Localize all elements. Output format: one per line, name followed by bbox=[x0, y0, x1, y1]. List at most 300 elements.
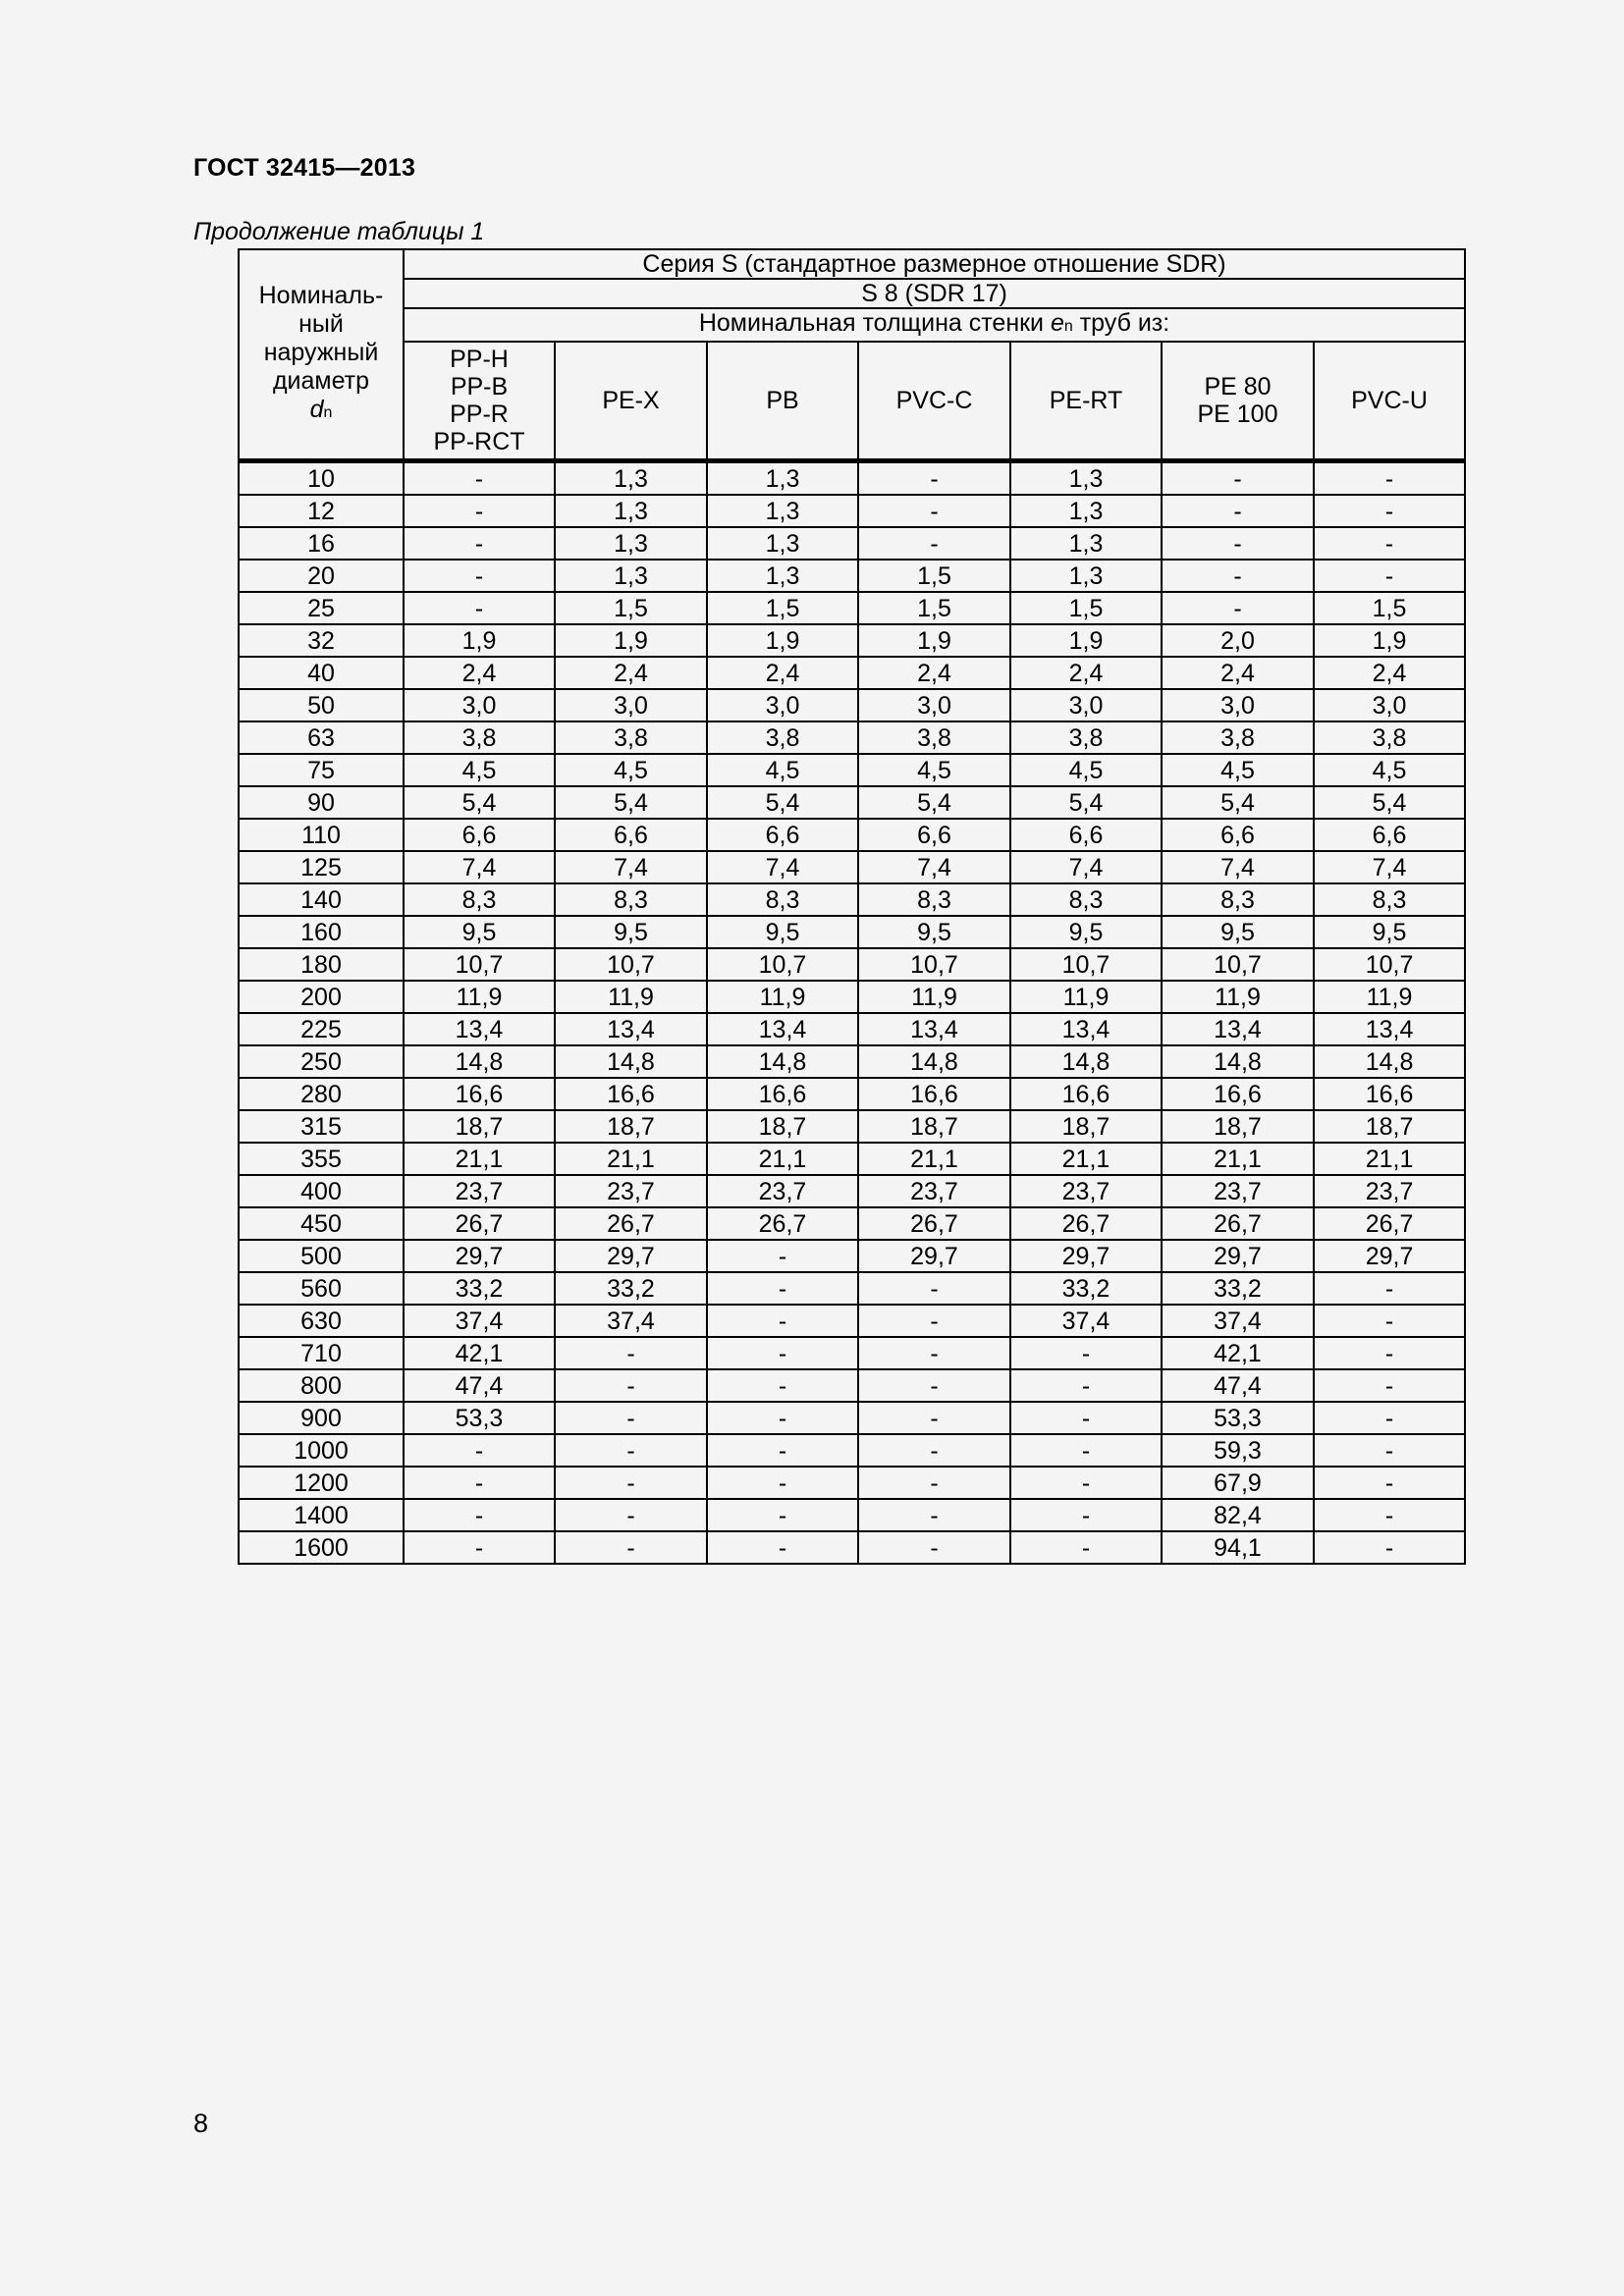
diameter-cell: 560 bbox=[239, 1272, 404, 1305]
table-row bbox=[239, 1240, 1465, 1272]
table-row bbox=[239, 1402, 1465, 1434]
material-header bbox=[707, 342, 858, 461]
thickness-cell: 33,2 bbox=[404, 1272, 555, 1305]
material-header bbox=[404, 342, 555, 461]
stub-header-line: диаметр bbox=[272, 367, 370, 395]
thickness-cell: 1,9 bbox=[707, 624, 858, 657]
thickness-cell: 26,7 bbox=[1314, 1207, 1465, 1240]
thickness-cell: 7,4 bbox=[1010, 851, 1162, 883]
diameter-cell: 125 bbox=[239, 851, 404, 883]
thickness-cell: 16,6 bbox=[1010, 1078, 1162, 1110]
thickness-cell: - bbox=[1010, 1337, 1162, 1369]
thickness-cell: 1,3 bbox=[707, 495, 858, 527]
thickness-cell: 5,4 bbox=[1314, 786, 1465, 819]
thickness-cell: 47,4 bbox=[404, 1369, 555, 1402]
thickness-cell: 10,7 bbox=[858, 948, 1010, 981]
thickness-cell: 82,4 bbox=[1162, 1499, 1314, 1531]
thickness-cell: - bbox=[858, 1369, 1010, 1402]
material-name: PP-RCT bbox=[433, 428, 525, 455]
thickness-cell: - bbox=[1314, 461, 1465, 496]
thickness-cell: 5,4 bbox=[555, 786, 707, 819]
material-name: PP-H bbox=[450, 346, 509, 373]
material-name: PE-X bbox=[602, 387, 660, 414]
thickness-cell: 9,5 bbox=[555, 916, 707, 948]
thickness-cell: 8,3 bbox=[1314, 883, 1465, 916]
diameter-cell: 50 bbox=[239, 689, 404, 721]
diameter-cell: 32 bbox=[239, 624, 404, 657]
diameter-cell: 16 bbox=[239, 527, 404, 560]
thickness-cell: 16,6 bbox=[707, 1078, 858, 1110]
diameter-cell: 12 bbox=[239, 495, 404, 527]
thickness-cell: 6,6 bbox=[707, 819, 858, 851]
thickness-cell: 29,7 bbox=[404, 1240, 555, 1272]
thickness-cell: 9,5 bbox=[1314, 916, 1465, 948]
thickness-cell: 18,7 bbox=[858, 1110, 1010, 1143]
thickness-cell: 23,7 bbox=[1162, 1175, 1314, 1207]
diameter-cell: 63 bbox=[239, 721, 404, 754]
diameter-cell: 1200 bbox=[239, 1467, 404, 1499]
thickness-cell: 18,7 bbox=[404, 1110, 555, 1143]
thickness-cell: 37,4 bbox=[1162, 1305, 1314, 1337]
material-header bbox=[1010, 342, 1162, 461]
diameter-cell: 90 bbox=[239, 786, 404, 819]
thickness-cell: 5,4 bbox=[404, 786, 555, 819]
thickness-cell: 1,3 bbox=[555, 461, 707, 496]
thickness-cell: 16,6 bbox=[1162, 1078, 1314, 1110]
diameter-cell: 900 bbox=[239, 1402, 404, 1434]
thickness-cell: 14,8 bbox=[555, 1045, 707, 1078]
thickness-cell: 2,4 bbox=[1162, 657, 1314, 689]
diameter-cell: 355 bbox=[239, 1143, 404, 1175]
thickness-cell: 1,3 bbox=[1010, 560, 1162, 592]
diameter-cell: 200 bbox=[239, 981, 404, 1013]
thickness-cell: 21,1 bbox=[1162, 1143, 1314, 1175]
thickness-cell: 2,4 bbox=[707, 657, 858, 689]
thickness-cell: 6,6 bbox=[404, 819, 555, 851]
diameter-cell: 225 bbox=[239, 1013, 404, 1045]
thickness-cell: 29,7 bbox=[1010, 1240, 1162, 1272]
thickness-cell: 1,3 bbox=[555, 560, 707, 592]
thickness-cell: 6,6 bbox=[1162, 819, 1314, 851]
thickness-cell: 10,7 bbox=[555, 948, 707, 981]
thickness-cell: 21,1 bbox=[404, 1143, 555, 1175]
thickness-cell: 29,7 bbox=[555, 1240, 707, 1272]
thickness-cell: 13,4 bbox=[858, 1013, 1010, 1045]
thickness-cell: 16,6 bbox=[1314, 1078, 1465, 1110]
thickness-cell: 21,1 bbox=[1314, 1143, 1465, 1175]
thickness-cell: 33,2 bbox=[555, 1272, 707, 1305]
thickness-cell: - bbox=[707, 1369, 858, 1402]
thickness-cell: 9,5 bbox=[858, 916, 1010, 948]
table-row bbox=[239, 1467, 1465, 1499]
wall-symbol-subscript: n bbox=[1063, 318, 1073, 335]
thickness-cell: 3,0 bbox=[555, 689, 707, 721]
thickness-cell: 37,4 bbox=[555, 1305, 707, 1337]
table-row bbox=[239, 1143, 1465, 1175]
thickness-cell: 9,5 bbox=[1010, 916, 1162, 948]
thickness-cell: 13,4 bbox=[1010, 1013, 1162, 1045]
diameter-cell: 400 bbox=[239, 1175, 404, 1207]
thickness-cell: - bbox=[1314, 1531, 1465, 1564]
thickness-cell: 29,7 bbox=[858, 1240, 1010, 1272]
thickness-cell: 7,4 bbox=[555, 851, 707, 883]
thickness-cell: 13,4 bbox=[1314, 1013, 1465, 1045]
thickness-cell: 3,0 bbox=[707, 689, 858, 721]
table-row bbox=[239, 527, 1465, 560]
thickness-cell: 4,5 bbox=[555, 754, 707, 786]
thickness-cell: 7,4 bbox=[1162, 851, 1314, 883]
thickness-cell: 47,4 bbox=[1162, 1369, 1314, 1402]
thickness-cell: 3,0 bbox=[858, 689, 1010, 721]
thickness-cell: 3,0 bbox=[1314, 689, 1465, 721]
thickness-cell: 4,5 bbox=[1162, 754, 1314, 786]
thickness-cell: - bbox=[555, 1337, 707, 1369]
thickness-cell: 94,1 bbox=[1162, 1531, 1314, 1564]
stub-header-line: наружный bbox=[263, 339, 379, 366]
thickness-cell: 4,5 bbox=[858, 754, 1010, 786]
thickness-cell: 1,5 bbox=[707, 592, 858, 624]
thickness-cell: 14,8 bbox=[1314, 1045, 1465, 1078]
thickness-cell: 1,9 bbox=[404, 624, 555, 657]
thickness-cell: 18,7 bbox=[1314, 1110, 1465, 1143]
thickness-cell: 33,2 bbox=[1010, 1272, 1162, 1305]
table-row bbox=[239, 1531, 1465, 1564]
thickness-cell: - bbox=[404, 495, 555, 527]
thickness-cell: - bbox=[1010, 1402, 1162, 1434]
thickness-cell: 2,4 bbox=[555, 657, 707, 689]
wall-thickness-table bbox=[238, 248, 1466, 1565]
thickness-cell: 26,7 bbox=[404, 1207, 555, 1240]
thickness-cell: 2,4 bbox=[858, 657, 1010, 689]
table-row bbox=[239, 1207, 1465, 1240]
thickness-cell: 11,9 bbox=[404, 981, 555, 1013]
thickness-cell: 13,4 bbox=[707, 1013, 858, 1045]
thickness-cell: - bbox=[1162, 495, 1314, 527]
thickness-cell: - bbox=[858, 1272, 1010, 1305]
thickness-cell: 23,7 bbox=[555, 1175, 707, 1207]
stub-header-line: ный bbox=[298, 310, 344, 338]
material-name: PP-R bbox=[450, 400, 509, 428]
thickness-cell: 21,1 bbox=[1010, 1143, 1162, 1175]
thickness-cell: 3,8 bbox=[404, 721, 555, 754]
material-name: PE-RT bbox=[1049, 387, 1123, 414]
thickness-cell: 23,7 bbox=[404, 1175, 555, 1207]
thickness-cell: - bbox=[1314, 1434, 1465, 1467]
wall-symbol: e bbox=[1050, 309, 1064, 337]
thickness-cell: 7,4 bbox=[1314, 851, 1465, 883]
diameter-cell: 800 bbox=[239, 1369, 404, 1402]
thickness-cell: - bbox=[1314, 1499, 1465, 1531]
thickness-cell: 14,8 bbox=[1162, 1045, 1314, 1078]
thickness-cell: 3,0 bbox=[404, 689, 555, 721]
thickness-cell: 10,7 bbox=[1010, 948, 1162, 981]
table-row bbox=[239, 657, 1465, 689]
thickness-cell: 5,4 bbox=[858, 786, 1010, 819]
table-row bbox=[239, 981, 1465, 1013]
thickness-cell: 1,9 bbox=[1010, 624, 1162, 657]
diameter-cell: 25 bbox=[239, 592, 404, 624]
table-row bbox=[239, 819, 1465, 851]
thickness-cell: 11,9 bbox=[1162, 981, 1314, 1013]
diameter-cell: 75 bbox=[239, 754, 404, 786]
table-row bbox=[239, 1369, 1465, 1402]
table-row bbox=[239, 1499, 1465, 1531]
diameter-cell: 500 bbox=[239, 1240, 404, 1272]
thickness-cell: 1,3 bbox=[707, 461, 858, 496]
table-row bbox=[239, 883, 1465, 916]
diameter-cell: 110 bbox=[239, 819, 404, 851]
table-row bbox=[239, 1013, 1465, 1045]
thickness-cell: 3,0 bbox=[1010, 689, 1162, 721]
table-row bbox=[239, 916, 1465, 948]
thickness-cell: 26,7 bbox=[858, 1207, 1010, 1240]
diameter-cell: 280 bbox=[239, 1078, 404, 1110]
diameter-cell: 450 bbox=[239, 1207, 404, 1240]
thickness-cell: - bbox=[707, 1337, 858, 1369]
thickness-cell: 18,7 bbox=[1010, 1110, 1162, 1143]
diameter-cell: 40 bbox=[239, 657, 404, 689]
thickness-cell: 21,1 bbox=[555, 1143, 707, 1175]
thickness-cell: - bbox=[707, 1272, 858, 1305]
thickness-cell: 3,8 bbox=[555, 721, 707, 754]
table-row bbox=[239, 592, 1465, 624]
thickness-cell: - bbox=[404, 1467, 555, 1499]
thickness-cell: 26,7 bbox=[1162, 1207, 1314, 1240]
thickness-cell: - bbox=[1314, 560, 1465, 592]
table-row bbox=[239, 461, 1465, 496]
thickness-cell: 9,5 bbox=[1162, 916, 1314, 948]
thickness-cell: 11,9 bbox=[858, 981, 1010, 1013]
diameter-cell: 140 bbox=[239, 883, 404, 916]
thickness-cell: 13,4 bbox=[1162, 1013, 1314, 1045]
thickness-cell: - bbox=[1010, 1467, 1162, 1499]
thickness-cell: - bbox=[858, 461, 1010, 496]
thickness-cell: - bbox=[707, 1305, 858, 1337]
table-row bbox=[239, 1078, 1465, 1110]
thickness-cell: - bbox=[404, 527, 555, 560]
thickness-cell: 14,8 bbox=[707, 1045, 858, 1078]
wall-thickness-header bbox=[404, 308, 1465, 342]
diameter-cell: 630 bbox=[239, 1305, 404, 1337]
page-number: 8 bbox=[193, 2109, 209, 2138]
thickness-cell: - bbox=[1162, 560, 1314, 592]
thickness-cell: - bbox=[1162, 461, 1314, 496]
thickness-cell: 23,7 bbox=[858, 1175, 1010, 1207]
diameter-cell: 180 bbox=[239, 948, 404, 981]
thickness-cell: 3,8 bbox=[1162, 721, 1314, 754]
thickness-cell: - bbox=[1162, 527, 1314, 560]
diameter-cell: 250 bbox=[239, 1045, 404, 1078]
thickness-cell: 42,1 bbox=[1162, 1337, 1314, 1369]
thickness-cell: - bbox=[404, 1531, 555, 1564]
wall-header-text: Номинальная толщина стенки bbox=[698, 309, 1051, 337]
table-row bbox=[239, 1045, 1465, 1078]
thickness-cell: 8,3 bbox=[707, 883, 858, 916]
material-name: PE 80 bbox=[1204, 373, 1272, 400]
thickness-cell: 1,3 bbox=[555, 495, 707, 527]
thickness-cell: - bbox=[707, 1531, 858, 1564]
thickness-cell: - bbox=[555, 1467, 707, 1499]
thickness-cell: 14,8 bbox=[1010, 1045, 1162, 1078]
thickness-cell: 26,7 bbox=[555, 1207, 707, 1240]
thickness-cell: 3,8 bbox=[707, 721, 858, 754]
series-header: Серия S (стандартное размерное отношение SDR) bbox=[404, 249, 1465, 279]
thickness-cell: 3,8 bbox=[1010, 721, 1162, 754]
thickness-cell: 2,4 bbox=[404, 657, 555, 689]
thickness-cell: 8,3 bbox=[404, 883, 555, 916]
table-row bbox=[239, 1434, 1465, 1467]
table-row bbox=[239, 851, 1465, 883]
thickness-cell: - bbox=[555, 1402, 707, 1434]
thickness-cell: 8,3 bbox=[1162, 883, 1314, 916]
thickness-cell: 23,7 bbox=[1010, 1175, 1162, 1207]
thickness-cell: - bbox=[707, 1499, 858, 1531]
thickness-cell: 18,7 bbox=[1162, 1110, 1314, 1143]
thickness-cell: 1,9 bbox=[555, 624, 707, 657]
thickness-cell: - bbox=[404, 1499, 555, 1531]
thickness-cell: 9,5 bbox=[707, 916, 858, 948]
material-name: PP-B bbox=[450, 373, 509, 400]
thickness-cell: 3,8 bbox=[858, 721, 1010, 754]
thickness-cell: 18,7 bbox=[555, 1110, 707, 1143]
thickness-cell: - bbox=[555, 1369, 707, 1402]
thickness-cell: 11,9 bbox=[555, 981, 707, 1013]
table-row bbox=[239, 786, 1465, 819]
table-caption: Продолжение таблицы 1 bbox=[193, 218, 485, 245]
thickness-cell: 4,5 bbox=[404, 754, 555, 786]
thickness-cell: 8,3 bbox=[1010, 883, 1162, 916]
thickness-cell: 1,3 bbox=[555, 527, 707, 560]
thickness-cell: - bbox=[858, 1499, 1010, 1531]
thickness-cell: - bbox=[707, 1240, 858, 1272]
thickness-cell: - bbox=[1314, 1337, 1465, 1369]
thickness-cell: 10,7 bbox=[707, 948, 858, 981]
thickness-cell: 5,4 bbox=[1010, 786, 1162, 819]
diameter-symbol: d bbox=[309, 396, 324, 423]
thickness-cell: 21,1 bbox=[707, 1143, 858, 1175]
thickness-cell: 1,9 bbox=[1314, 624, 1465, 657]
thickness-cell: 8,3 bbox=[555, 883, 707, 916]
thickness-cell: 10,7 bbox=[1314, 948, 1465, 981]
thickness-cell: - bbox=[1010, 1531, 1162, 1564]
thickness-cell: 1,3 bbox=[1010, 527, 1162, 560]
thickness-cell: 4,5 bbox=[1314, 754, 1465, 786]
thickness-cell: - bbox=[404, 1434, 555, 1467]
diameter-cell: 710 bbox=[239, 1337, 404, 1369]
thickness-cell: 10,7 bbox=[404, 948, 555, 981]
table-row bbox=[239, 1337, 1465, 1369]
stub-header-line: Номиналь- bbox=[258, 282, 384, 309]
thickness-cell: 42,1 bbox=[404, 1337, 555, 1369]
thickness-cell: - bbox=[858, 527, 1010, 560]
thickness-cell: - bbox=[858, 1337, 1010, 1369]
document-title: ГОСТ 32415—2013 bbox=[193, 154, 416, 182]
thickness-cell: 18,7 bbox=[707, 1110, 858, 1143]
thickness-cell: 4,5 bbox=[707, 754, 858, 786]
thickness-cell: - bbox=[858, 1434, 1010, 1467]
thickness-cell: 7,4 bbox=[404, 851, 555, 883]
thickness-cell: 1,5 bbox=[555, 592, 707, 624]
thickness-cell: - bbox=[707, 1434, 858, 1467]
thickness-cell: 53,3 bbox=[1162, 1402, 1314, 1434]
material-name: PVC-C bbox=[895, 387, 973, 414]
thickness-cell: - bbox=[1010, 1369, 1162, 1402]
thickness-cell: 1,5 bbox=[858, 560, 1010, 592]
thickness-cell: 1,3 bbox=[1010, 461, 1162, 496]
thickness-cell: 6,6 bbox=[858, 819, 1010, 851]
thickness-cell: 11,9 bbox=[1010, 981, 1162, 1013]
thickness-cell: - bbox=[1314, 1402, 1465, 1434]
table-row bbox=[239, 1110, 1465, 1143]
thickness-cell: 11,9 bbox=[707, 981, 858, 1013]
thickness-cell: 6,6 bbox=[555, 819, 707, 851]
thickness-cell: - bbox=[858, 1305, 1010, 1337]
thickness-cell: 23,7 bbox=[707, 1175, 858, 1207]
thickness-cell: - bbox=[404, 560, 555, 592]
thickness-cell: - bbox=[1162, 592, 1314, 624]
diameter-cell: 1000 bbox=[239, 1434, 404, 1467]
thickness-cell: 2,0 bbox=[1162, 624, 1314, 657]
thickness-cell: - bbox=[555, 1531, 707, 1564]
thickness-cell: 16,6 bbox=[858, 1078, 1010, 1110]
table-row bbox=[239, 689, 1465, 721]
thickness-cell: 1,3 bbox=[707, 560, 858, 592]
thickness-cell: 13,4 bbox=[555, 1013, 707, 1045]
thickness-cell: 4,5 bbox=[1010, 754, 1162, 786]
thickness-cell: 3,0 bbox=[1162, 689, 1314, 721]
thickness-cell: - bbox=[1314, 1305, 1465, 1337]
thickness-cell: 67,9 bbox=[1162, 1467, 1314, 1499]
material-name: PVC-U bbox=[1351, 387, 1428, 414]
thickness-cell: 2,4 bbox=[1010, 657, 1162, 689]
thickness-cell: - bbox=[1314, 1272, 1465, 1305]
thickness-cell: 11,9 bbox=[1314, 981, 1465, 1013]
material-name: PB bbox=[766, 387, 799, 414]
thickness-cell: 29,7 bbox=[1162, 1240, 1314, 1272]
thickness-cell: - bbox=[404, 592, 555, 624]
table-row bbox=[239, 1272, 1465, 1305]
thickness-cell: 2,4 bbox=[1314, 657, 1465, 689]
thickness-cell: 6,6 bbox=[1010, 819, 1162, 851]
table-row bbox=[239, 560, 1465, 592]
thickness-cell: 1,9 bbox=[858, 624, 1010, 657]
thickness-cell: - bbox=[858, 495, 1010, 527]
thickness-cell: - bbox=[555, 1499, 707, 1531]
thickness-cell: - bbox=[1314, 495, 1465, 527]
thickness-cell: - bbox=[1314, 1467, 1465, 1499]
material-header bbox=[1162, 342, 1314, 461]
thickness-cell: - bbox=[707, 1402, 858, 1434]
table-row bbox=[239, 1175, 1465, 1207]
table-row bbox=[239, 624, 1465, 657]
thickness-cell: - bbox=[858, 1467, 1010, 1499]
diameter-cell: 1600 bbox=[239, 1531, 404, 1564]
table-row bbox=[239, 948, 1465, 981]
diameter-cell: 160 bbox=[239, 916, 404, 948]
thickness-cell: 59,3 bbox=[1162, 1434, 1314, 1467]
thickness-cell: 16,6 bbox=[404, 1078, 555, 1110]
thickness-cell: 1,5 bbox=[1010, 592, 1162, 624]
thickness-cell: - bbox=[1010, 1499, 1162, 1531]
thickness-cell: - bbox=[1314, 1369, 1465, 1402]
material-name: PE 100 bbox=[1197, 400, 1278, 428]
thickness-cell: 37,4 bbox=[404, 1305, 555, 1337]
thickness-cell: - bbox=[707, 1467, 858, 1499]
thickness-cell: 26,7 bbox=[707, 1207, 858, 1240]
thickness-cell: 10,7 bbox=[1162, 948, 1314, 981]
thickness-cell: 6,6 bbox=[1314, 819, 1465, 851]
thickness-cell: - bbox=[858, 1402, 1010, 1434]
